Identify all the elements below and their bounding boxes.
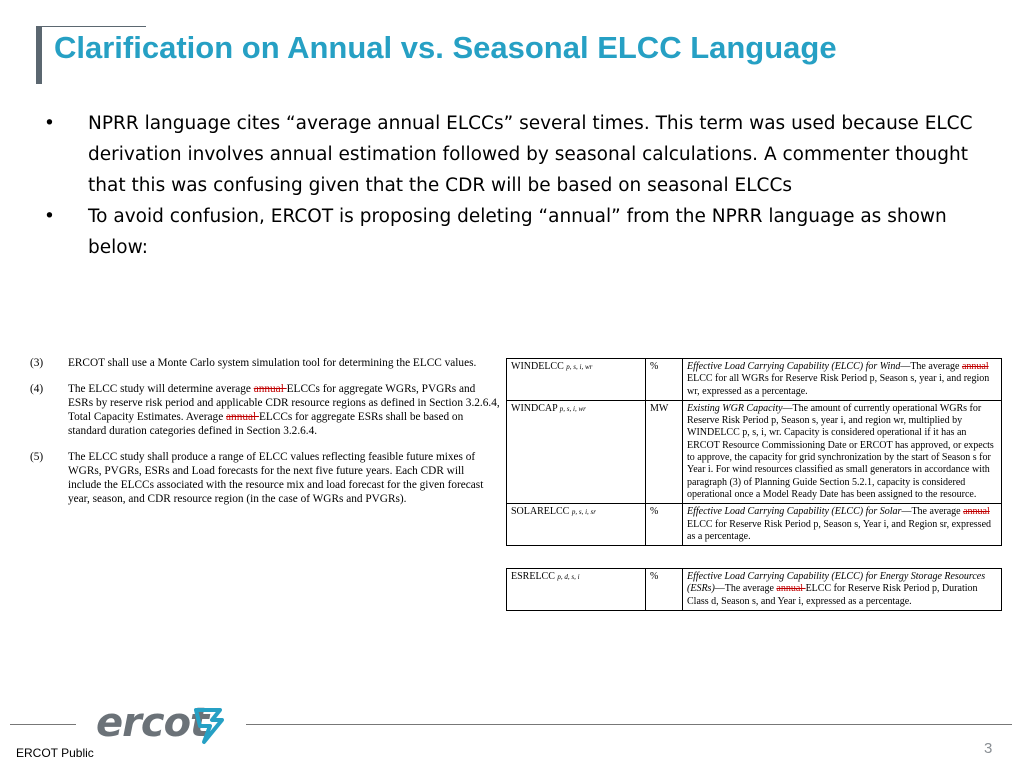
deleted-text: annual (961, 361, 989, 372)
protocol-clauses (30, 356, 500, 518)
unit-cell: % (646, 359, 683, 401)
definition-cell: Effective Load Carrying Capability (ELCC) for Wind—The average annual ELCC for all WGRs for Reserve Risk Period p, Season s, year i, and region wr, expressed as a percentage. (683, 359, 1002, 401)
var-name-cell: WINDELCC p, s, i, wr (507, 359, 646, 401)
bullet-text: NPRR language cites “average annual ELCCs” several times. This term was used because ELCC derivation involves annual estimation followed by seasonal calculations. A commenter thought that this was confusing given that the CDR will be based on seasonal ELCCs (88, 113, 973, 196)
clause-text: The ELCC study will determine average annual ELCCs for aggregate WGRs, PVGRs and ESRs by reserve risk period and applicable CDR resource regions as defined in Section 3.2.6.4, Total Capacity Estimates. Average annual ELCCs for aggregate ESRs shall be based on standard duration categories defined in Section 3.2.6.4. (68, 383, 500, 437)
table-row (507, 504, 1002, 546)
table-row (507, 569, 1002, 611)
var-name-cell: SOLARELCC p, s, i, sr (507, 504, 646, 546)
deleted-text: annual (776, 583, 806, 595)
slide-title: Clarification on Annual vs. Seasonal ELCC Language (54, 30, 837, 65)
table-row (507, 359, 1002, 401)
bullet-item (44, 201, 994, 263)
ercot-logo: ercot (96, 700, 209, 746)
definition-cell: Effective Load Carrying Capability (ELCC) for Energy Storage Resources (ESRs)—The average annual ELCC for Reserve Risk Period p, Duration Class d, Season s, and Year i, expressed as a percentage. (683, 569, 1002, 611)
bullet-list (44, 108, 994, 263)
footer-rule-right (246, 724, 1012, 725)
bullet-text: To avoid confusion, ERCOT is proposing deleting “annual” from the NPRR language as shown below: (88, 206, 947, 258)
clause-text: ERCOT shall use a Monte Carlo system simulation tool for determining the ELCC values. (68, 357, 477, 369)
definition-cell: Effective Load Carrying Capability (ELCC) for Solar—The average annual ELCC for Reserve Risk Period p, Season s, Year i, and Region sr, expressed as a percentage. (683, 504, 1002, 546)
definition-cell: Existing WGR Capacity—The amount of currently operational WGRs for Reserve Risk Period p, Season s, year i, and region wr, multiplied by WINDELCC p, s, i, wr. Capacity is considered operational if it has an ERCOT Resource Commissioning Date or ERCOT has approved, or expects to approve, the capacity for grid synchronization by the start of Season s for Year i. For wind resources classified as small generators in accordance with paragraph (3) of Planning Guide Section 5.2.1, capacity is considered operational once a Model Ready Date has been assigned to the resource. (683, 400, 1002, 503)
var-name-cell: WINDCAP p, s, i, wr (507, 400, 646, 503)
clause-4 (30, 382, 500, 438)
table-row (507, 400, 1002, 503)
clause-5 (30, 450, 500, 506)
esr-definition-table (506, 568, 1002, 611)
clause-number: (3) (30, 357, 44, 369)
clause-text: The ELCC study shall produce a range of ELCC values reflecting feasible future mixes of WGRs, PVGRs, ESRs and Load forecasts for the next five future years. Each CDR will include the ELCCs associated with the resource mix and load forecast for the given forecast year, season, and CDR resource region (in the case of WGRs and PVGRs). (68, 451, 484, 505)
deleted-text: annual (226, 411, 259, 423)
clause-number: (4) (30, 383, 44, 395)
footer-rule-left (10, 724, 76, 725)
title-top-rule (42, 26, 146, 27)
title-accent-bar (36, 26, 42, 84)
bullet-item (44, 108, 994, 201)
bullet-symbol: • (44, 206, 55, 227)
deleted-text: annual (963, 506, 990, 518)
public-label: ERCOT Public (16, 746, 94, 760)
bullet-symbol: • (44, 113, 55, 134)
definitions-table (506, 358, 1002, 546)
unit-cell: MW (646, 400, 683, 503)
clause-number: (5) (30, 451, 44, 463)
ercot-logo-mark-icon (190, 700, 230, 746)
page-number: 3 (984, 740, 993, 757)
deleted-text: annual (253, 383, 287, 395)
unit-cell: % (646, 569, 683, 611)
clause-3 (30, 356, 500, 370)
var-name-cell: ESRELCC p, d, s, i (507, 569, 646, 611)
unit-cell: % (646, 504, 683, 546)
